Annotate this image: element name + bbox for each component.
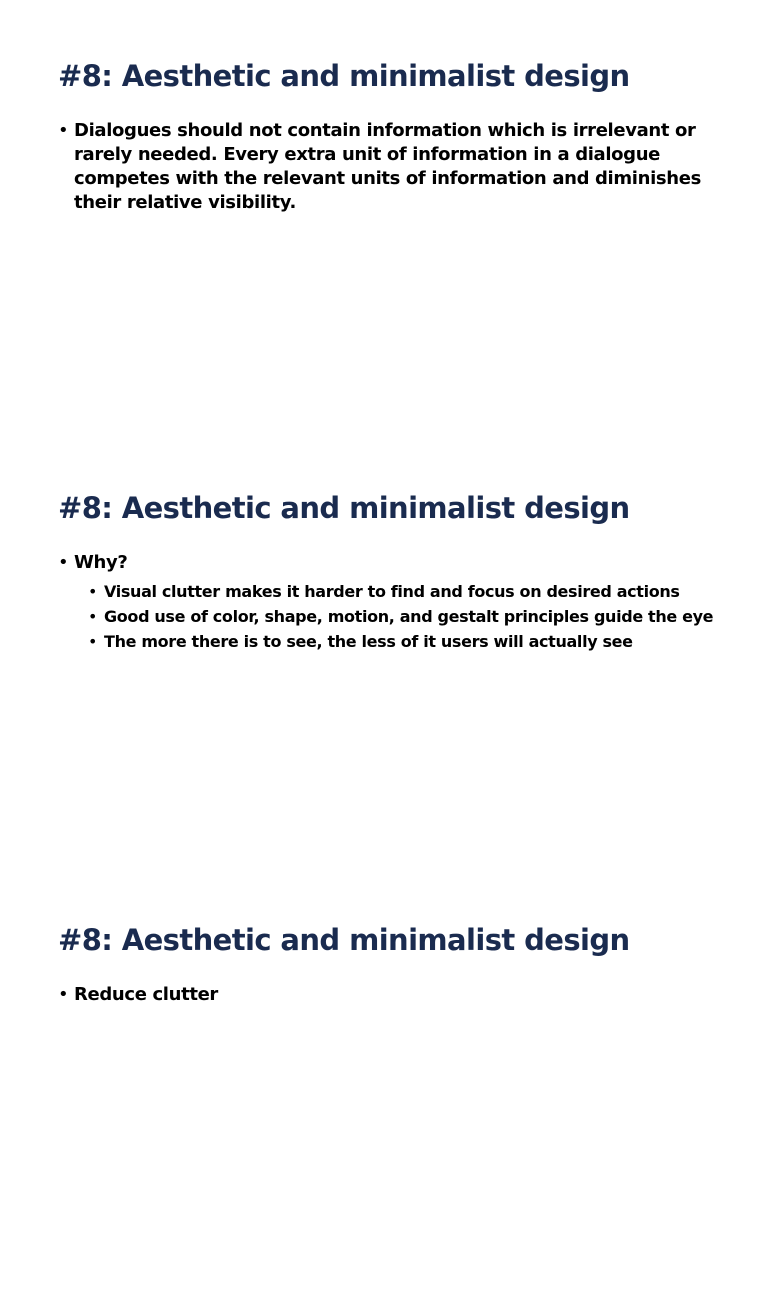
slide-1 <box>0 0 768 432</box>
slide-2-bullet-1 <box>58 551 718 654</box>
slide-2-bullet-1-text: Why? <box>74 552 128 573</box>
slide-3-bullet-1: • Reduce clutter <box>58 983 718 1007</box>
slide-2-sub-bullet-3: • The more there is to see, the less of it users will actually see <box>88 629 718 654</box>
slide-2-sub-bullet-2: • Good use of color, shape, motion, and gestalt principles guide the eye <box>88 604 718 629</box>
slide-1-title: #8: Aesthetic and minimalist design <box>58 59 630 93</box>
slide-2-sub-bullet-1: • Visual clutter makes it harder to find and focus on desired actions <box>88 579 718 604</box>
slide-2-sub-bullet-list <box>88 579 718 654</box>
slide-2 <box>0 432 768 864</box>
slide-1-bullet-list <box>58 119 718 215</box>
slide-3-title: #8: Aesthetic and minimalist design <box>58 923 630 957</box>
slide-2-title: #8: Aesthetic and minimalist design <box>58 491 630 525</box>
slide-3-bullet-list <box>58 983 718 1007</box>
slide-1-bullet-1: • Dialogues should not contain information which is irrelevant or rarely needed. Every extra unit of information in a dialogue competes with the relevant units of information and diminishes their relative visibility. <box>58 119 718 215</box>
slide-3 <box>0 864 768 1296</box>
slide-2-bullet-list <box>58 551 718 654</box>
